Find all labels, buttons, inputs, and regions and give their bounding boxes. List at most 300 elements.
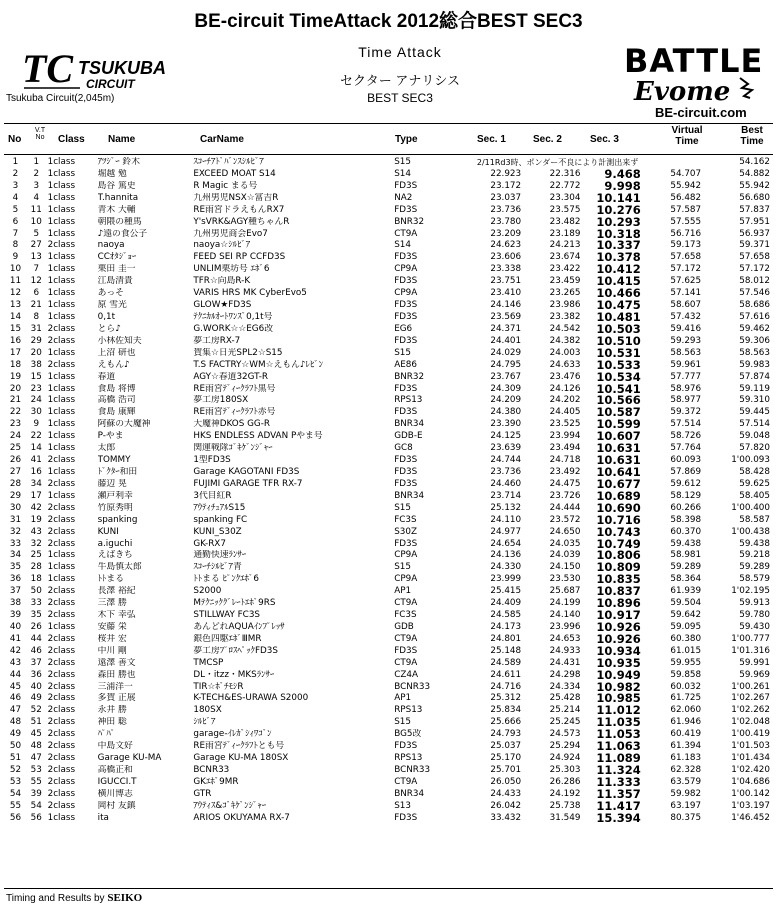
cell-carname: K-TECH&ES-URAWA S2000 — [193, 693, 309, 704]
table-row — [4, 324, 773, 336]
table-row — [4, 562, 773, 574]
table-row — [4, 598, 773, 610]
cell-sec3: 9.998 — [604, 180, 641, 193]
cell-sec1: 24.977 — [490, 526, 522, 537]
cell-type: S15 — [394, 347, 411, 358]
cell-class: 1class — [47, 204, 76, 215]
cell-virtual-time: 63.197 — [670, 800, 702, 811]
cell-sec1: 24.744 — [490, 455, 522, 466]
cell-type: CP9A — [394, 574, 418, 585]
cell-best-time: 1'46.452 — [731, 812, 770, 823]
cell-name: 食島 康輝 — [97, 407, 136, 418]
cell-name: 高橋正和 — [97, 765, 133, 776]
cell-vt-no: 29 — [30, 335, 42, 346]
cell-carname: G.WORK☆☆EG6改 — [193, 323, 274, 334]
cell-vt-no: 10 — [30, 216, 42, 227]
cell-sec3: 10.503 — [596, 323, 641, 336]
cell-sec1: 25.701 — [490, 765, 522, 776]
cell-vt-no: 49 — [30, 693, 42, 704]
cell-best-time: 1'02.048 — [731, 717, 770, 728]
cell-virtual-time: 59.293 — [670, 335, 702, 346]
cell-no: 24 — [9, 431, 22, 442]
cell-virtual-time: 55.942 — [670, 180, 702, 191]
cell-sec3: 11.053 — [596, 729, 641, 742]
cell-no: 9 — [12, 252, 19, 263]
cell-no: 6 — [12, 216, 19, 227]
cell-sec3: 11.357 — [596, 788, 641, 801]
cell-name: 森田 勝也 — [97, 669, 136, 680]
cell-vt-no: 20 — [30, 347, 42, 358]
cell-carname: TMCSP — [193, 657, 224, 668]
cell-carname: EXCEED MOAT S14 — [193, 168, 276, 179]
cell-carname: GLOW★FD3S — [193, 300, 252, 311]
cell-carname: ｱｳﾃｨｽ&ｺﾞｷｹﾞﾝｼﾞｬｰ — [193, 800, 267, 811]
cell-type: BNR32 — [394, 216, 425, 227]
cell-sec2: 24.405 — [549, 407, 581, 418]
cell-vt-no: 47 — [30, 753, 42, 764]
cell-class: 1class — [47, 621, 76, 632]
cell-no: 41 — [9, 633, 22, 644]
cell-class: 2class — [47, 753, 76, 764]
cell-type: EG6 — [394, 323, 413, 334]
cell-virtual-time: 58.981 — [670, 550, 702, 561]
cell-sec2: 23.494 — [549, 443, 581, 454]
cell-sec2: 24.334 — [549, 681, 581, 692]
cell-name: ｱﾂｼﾞｰ 鈴木 — [97, 157, 141, 167]
cell-name: ﾄﾞｸﾀｰ和田 — [97, 466, 138, 477]
table-row — [4, 717, 773, 729]
cell-name: 栗田 圭一 — [97, 264, 136, 275]
cell-best-time: 59.289 — [739, 562, 770, 573]
cell-sec2: 23.674 — [549, 252, 581, 263]
cell-carname: Garage KU-MA 180SX — [193, 753, 289, 764]
cell-sec3: 10.607 — [596, 431, 641, 444]
cell-name: 木下 幸弘 — [97, 610, 136, 621]
cell-class: 1class — [47, 252, 76, 263]
cell-no: 31 — [9, 514, 22, 525]
cell-no: 46 — [9, 693, 22, 704]
cell-carname: ｼﾙﾋﾞｱ — [193, 717, 216, 728]
cell-class: 2class — [47, 478, 76, 489]
cell-virtual-time: 57.869 — [670, 466, 702, 477]
cell-sec2: 24.035 — [549, 538, 581, 549]
cell-note: 2/11Rd3時、ポンダー不良により計測出来ず — [476, 158, 639, 167]
cell-carname: Y'sVRK&AGY種ちゃんR — [193, 216, 290, 227]
cell-sec2: 24.202 — [549, 395, 581, 406]
cell-class: 1class — [47, 395, 76, 406]
cell-type: FD3S — [394, 335, 418, 346]
cell-virtual-time: 60.093 — [670, 455, 702, 466]
cell-sec2: 25.428 — [549, 693, 581, 704]
cell-no: 43 — [9, 657, 22, 668]
table-row — [4, 467, 773, 479]
cell-type: FD3S — [394, 741, 418, 752]
cell-sec3: 10.749 — [596, 538, 641, 551]
cell-best-time: 59.371 — [739, 240, 770, 251]
cell-name: 三浦洋一 — [97, 681, 133, 692]
cell-no: 26 — [9, 455, 22, 466]
cell-type: S15 — [394, 562, 411, 573]
cell-carname: HKS ENDLESS ADVAN Pやま号 — [193, 431, 323, 442]
cell-class: 1class — [47, 192, 76, 203]
cell-no: 49 — [9, 729, 22, 740]
cell-virtual-time: 59.982 — [670, 788, 702, 799]
cell-name: 多賀 正展 — [97, 693, 136, 704]
cell-no: 2 — [12, 168, 19, 179]
cell-virtual-time: 57.514 — [670, 419, 702, 430]
cell-virtual-time: 57.764 — [670, 443, 702, 454]
cell-no: 25 — [9, 443, 22, 454]
cell-name: ﾊﾟﾊﾟ — [97, 729, 116, 740]
cell-sec3: 11.324 — [596, 765, 641, 777]
cell-no: 48 — [9, 717, 22, 728]
cell-best-time: 59.218 — [739, 550, 770, 561]
tsukuba-circuit-logo — [20, 44, 210, 92]
cell-name: ♪遠の食公子 — [97, 228, 148, 239]
cell-carname: 夢工房180SX — [193, 395, 249, 406]
cell-carname: ﾄﾄまる ﾋﾟﾝｸｴﾎﾞ6 — [193, 574, 259, 585]
cell-virtual-time: 59.612 — [670, 478, 702, 489]
cell-type: FD3S — [394, 455, 418, 466]
cell-name: 桜井 宏 — [97, 633, 127, 644]
cell-sec1: 25.666 — [490, 717, 522, 728]
cell-vt-no: 15 — [30, 371, 42, 382]
cell-name: 上沼 研也 — [97, 347, 136, 358]
cell-virtual-time: 61.183 — [670, 753, 702, 764]
cell-no: 28 — [9, 478, 22, 489]
cell-virtual-time: 59.858 — [670, 669, 702, 680]
table-row — [4, 288, 773, 300]
cell-sec3: 10.293 — [596, 216, 641, 229]
cell-best-time: 54.882 — [739, 168, 770, 179]
cell-virtual-time: 59.642 — [670, 610, 702, 621]
cell-virtual-time: 58.607 — [670, 300, 702, 311]
cell-name: 高橋 浩司 — [97, 395, 136, 406]
cell-sec3: 10.475 — [596, 300, 641, 312]
cell-sec3: 11.417 — [596, 800, 641, 813]
cell-sec3: 10.716 — [596, 514, 641, 527]
table-row — [4, 217, 773, 229]
cell-vt-no: 27 — [30, 240, 42, 251]
cell-vt-no: 12 — [30, 276, 42, 287]
cell-class: 2class — [47, 538, 76, 549]
cell-sec3: 10.534 — [596, 371, 641, 384]
cell-no: 36 — [9, 574, 22, 585]
cell-class: 2class — [47, 455, 76, 466]
table-row — [4, 348, 773, 360]
table-row — [4, 229, 773, 241]
page-title: BE-circuit TimeAttack 2012総合BEST SEC3 — [194, 11, 583, 32]
heading-time-attack: Time Attack — [358, 44, 442, 60]
cell-carname: T.S FACTRY☆WM☆えもん♪ﾚﾋﾞﾝ — [193, 359, 324, 370]
table-row — [4, 300, 773, 312]
cell-class: 1class — [47, 431, 76, 442]
cell-sec3: 10.631 — [596, 443, 641, 456]
cell-class: 2class — [47, 741, 76, 752]
cell-name: 竹原秀明 — [97, 502, 133, 513]
cell-type: FD3S — [394, 538, 418, 549]
cell-no: 44 — [9, 669, 22, 680]
cell-vt-no: 22 — [30, 431, 42, 442]
cell-class: 2class — [47, 335, 76, 346]
cell-sec2: 24.382 — [549, 335, 581, 346]
cell-no: 34 — [9, 550, 22, 561]
cell-best-time: 59.119 — [739, 383, 770, 394]
table-row — [4, 491, 773, 503]
cell-vt-no: 45 — [30, 729, 42, 740]
cell-vt-no: 3 — [33, 180, 40, 191]
cell-sec3: 10.415 — [596, 276, 641, 289]
cell-sec2: 24.039 — [549, 550, 581, 561]
cell-virtual-time: 61.939 — [670, 586, 702, 597]
cell-sec1: 25.415 — [490, 586, 522, 597]
table-row — [4, 574, 773, 586]
cell-carname: 九州男児商会Evo7 — [193, 228, 268, 239]
cell-sec2: 25.738 — [549, 800, 581, 811]
cell-class: 2class — [47, 526, 76, 537]
cell-name: 阿蘇の大魔神 — [97, 419, 151, 430]
cell-best-time: 1'02.267 — [731, 693, 770, 704]
cell-name: 食島 将博 — [97, 383, 136, 394]
cell-no: 1 — [12, 157, 19, 167]
cell-virtual-time: 57.141 — [670, 288, 702, 299]
cell-vt-no: 43 — [30, 526, 42, 537]
cell-sec3: 11.333 — [596, 776, 641, 789]
cell-class: 2class — [47, 323, 76, 334]
cell-carname: GTR — [193, 788, 212, 799]
cell-class: 2class — [47, 693, 76, 704]
cell-name: T.hannita — [97, 192, 139, 203]
cell-no: 22 — [9, 407, 22, 418]
cell-class: 1class — [47, 490, 76, 501]
cell-sec1: 24.110 — [490, 514, 522, 525]
cell-sec3: 10.935 — [596, 657, 641, 670]
cell-class: 1class — [47, 574, 76, 585]
cell-sec3: 10.949 — [596, 669, 641, 682]
header-type: Type — [395, 134, 418, 145]
cell-type: CT9A — [394, 633, 418, 644]
logo-text-tsukuba: TSUKUBA — [78, 58, 166, 78]
cell-best-time: 58.686 — [739, 300, 770, 311]
cell-sec2: 25.294 — [549, 741, 581, 752]
cell-best-time: 57.616 — [739, 311, 770, 322]
cell-best-time: 59.969 — [739, 669, 770, 680]
cell-vt-no: 36 — [30, 669, 42, 680]
cell-best-time: 58.579 — [739, 574, 770, 585]
table-row — [4, 777, 773, 789]
cell-vt-no: 30 — [30, 407, 42, 418]
footer-rule — [4, 888, 773, 889]
table-row — [4, 693, 773, 705]
cell-no: 32 — [9, 526, 22, 537]
footer-prefix: Timing and Results by — [6, 893, 105, 904]
cell-sec1: 23.410 — [490, 288, 522, 299]
cell-sec3: 10.934 — [596, 645, 641, 658]
cell-type: RPS13 — [394, 395, 423, 406]
cell-virtual-time: 60.370 — [670, 526, 702, 537]
table-row — [4, 193, 773, 205]
cell-name: 原 雪光 — [97, 300, 127, 311]
cell-vt-no: 21 — [30, 300, 42, 311]
cell-best-time: 57.837 — [739, 204, 770, 215]
cell-virtual-time: 57.777 — [670, 371, 702, 382]
cell-sec1: 24.146 — [490, 300, 522, 311]
cell-name: naoya — [97, 240, 125, 251]
cell-type: S30Z — [394, 526, 417, 537]
cell-class: 2class — [47, 669, 76, 680]
cell-class: 1class — [47, 419, 76, 430]
cell-sec3: 10.587 — [596, 407, 641, 420]
cell-sec3: 10.533 — [596, 359, 641, 372]
cell-carname: FUJIMI GARAGE TFR RX-7 — [193, 478, 303, 489]
cell-sec1: 23.639 — [490, 443, 522, 454]
cell-best-time: 57.820 — [739, 443, 770, 454]
cell-sec1: 24.401 — [490, 335, 522, 346]
cell-vt-no: 8 — [33, 311, 40, 322]
cell-best-time: 1'01.503 — [731, 741, 770, 752]
table-row — [4, 765, 773, 777]
cell-carname: Garage KAGOTANI FD3S — [193, 466, 300, 477]
cell-type: CP9A — [394, 264, 418, 275]
cell-carname: TFR☆向島R-K — [193, 276, 251, 287]
cell-sec3: 10.690 — [596, 502, 641, 515]
table-row — [4, 813, 773, 825]
cell-carname: あんどれAQUAｲﾝﾌﾟﾚｯｻ — [193, 621, 285, 632]
cell-name: ﾄﾄまる — [97, 574, 125, 585]
cell-type: FD3S — [394, 311, 418, 322]
cell-best-time: 57.951 — [739, 216, 770, 227]
cell-sec3: 15.394 — [596, 812, 641, 825]
cell-carname: 夢工房RX-7 — [193, 335, 241, 346]
cell-sec1: 23.172 — [490, 180, 522, 191]
table-row — [4, 503, 773, 515]
table-row — [4, 705, 773, 717]
cell-best-time: 58.563 — [739, 347, 770, 358]
cell-vt-no: 54 — [30, 800, 42, 811]
table-row — [4, 264, 773, 276]
cell-sec3: 10.677 — [596, 478, 641, 491]
cell-sec1: 24.125 — [490, 431, 522, 442]
cell-no: 3 — [12, 180, 19, 191]
cell-name: 中川 剛 — [97, 645, 127, 656]
cell-name: spanking — [97, 514, 138, 525]
cell-type: AE86 — [394, 359, 417, 370]
cell-best-time: 1'02.195 — [731, 586, 770, 597]
cell-name: 三澤 勝 — [97, 598, 127, 609]
cell-sec2: 24.933 — [549, 645, 581, 656]
cell-no: 20 — [9, 383, 22, 394]
cell-sec1: 25.037 — [490, 741, 522, 752]
table-row — [4, 789, 773, 801]
cell-best-time: 1'04.686 — [731, 776, 770, 787]
cell-best-time: 57.546 — [739, 288, 770, 299]
cell-carname: VARIS HRS MK CyberEvo5 — [193, 288, 307, 299]
cell-name: 中島文好 — [97, 741, 133, 752]
header-sec2: Sec. 2 — [533, 134, 562, 145]
cell-sec1: 23.390 — [490, 419, 522, 430]
cell-sec1: 24.173 — [490, 621, 522, 632]
cell-type: BCNR33 — [394, 765, 431, 776]
cell-carname: TIR☆ﾎﾞﾁﾓｼR — [193, 681, 244, 692]
cell-sec3: 10.896 — [596, 598, 641, 611]
cell-virtual-time: 60.419 — [670, 729, 702, 740]
cell-sec1: 25.132 — [490, 502, 522, 513]
cell-sec2: 23.986 — [549, 300, 581, 311]
cell-class: 1class — [47, 264, 76, 275]
cell-type: FD3S — [394, 252, 418, 263]
cell-best-time: 1'01.316 — [731, 645, 770, 656]
cell-sec1: 23.751 — [490, 276, 522, 287]
cell-sec3: 10.599 — [596, 419, 641, 432]
cell-carname: BCNR33 — [193, 765, 230, 776]
cell-class: 2class — [47, 502, 76, 513]
cell-sec2: 24.003 — [549, 347, 581, 358]
cell-sec1: 24.409 — [490, 598, 522, 609]
cell-vt-no: 14 — [30, 443, 42, 454]
cell-carname: naoya☆ｼﾙﾋﾞｱ — [193, 240, 251, 251]
cell-best-time: 1'00.093 — [731, 455, 770, 466]
cell-sec1: 23.338 — [490, 264, 522, 275]
cell-virtual-time: 59.504 — [670, 598, 702, 609]
cell-name: 瀬戸利幸 — [97, 490, 133, 501]
cell-carname: 銀色四駆ｴﾎﾞⅢMR — [193, 633, 262, 644]
cell-vt-no: 5 — [33, 228, 40, 239]
cell-sec2: 23.492 — [549, 466, 581, 477]
cell-class: 2class — [47, 717, 76, 728]
cell-virtual-time: 59.095 — [670, 621, 702, 632]
cell-vt-no: 53 — [30, 765, 42, 776]
cell-sec1: 24.585 — [490, 610, 522, 621]
cell-sec1: 33.432 — [490, 812, 522, 823]
cell-virtual-time: 58.726 — [670, 431, 702, 442]
cell-virtual-time: 56.716 — [670, 228, 702, 239]
cell-carname: ﾃｸﾆｶﾙｵｰﾄﾜﾝｽﾞ0,1t号 — [193, 311, 273, 322]
header-virtual-time: Virtual Time — [671, 125, 703, 147]
cell-carname: ｱｳﾃｨﾁｭｱﾙS15 — [193, 502, 246, 513]
table-header — [0, 123, 777, 153]
cell-class: 1class — [47, 550, 76, 561]
cell-name: CCｵﾀｼﾞｮｰ — [97, 252, 137, 263]
cell-sec2: 24.718 — [549, 455, 581, 466]
cell-carname: 180SX — [193, 705, 222, 716]
cell-sec2: 23.189 — [549, 228, 581, 239]
cell-sec2: 23.572 — [549, 514, 581, 525]
cell-class: 1class — [47, 371, 76, 382]
cell-type: GDB — [394, 621, 414, 632]
cell-no: 5 — [12, 204, 19, 215]
cell-carname: 大魔神DKOS GG-R — [193, 419, 271, 430]
cell-class: 2class — [47, 586, 76, 597]
cell-vt-no: 42 — [30, 502, 42, 513]
cell-no: 4 — [12, 192, 19, 203]
cell-sec3: 10.743 — [596, 526, 641, 539]
cell-sec2: 24.650 — [549, 526, 581, 537]
table-row — [4, 205, 773, 217]
cell-type: GDB-E — [394, 431, 423, 442]
cell-best-time: 58.405 — [739, 490, 770, 501]
cell-name: P-やま — [97, 431, 124, 442]
cell-name: とら♪ — [97, 323, 121, 334]
cell-class: 1class — [47, 407, 76, 418]
cell-virtual-time: 57.432 — [670, 311, 702, 322]
cell-sec3: 10.985 — [596, 693, 641, 706]
cell-carname: R Magic まる号 — [193, 180, 258, 191]
cell-sec1: 24.716 — [490, 681, 522, 692]
cell-class: 1class — [47, 276, 76, 287]
cell-best-time: 1'00.419 — [731, 729, 770, 740]
table-row — [4, 419, 773, 431]
cell-virtual-time: 58.364 — [670, 574, 702, 585]
